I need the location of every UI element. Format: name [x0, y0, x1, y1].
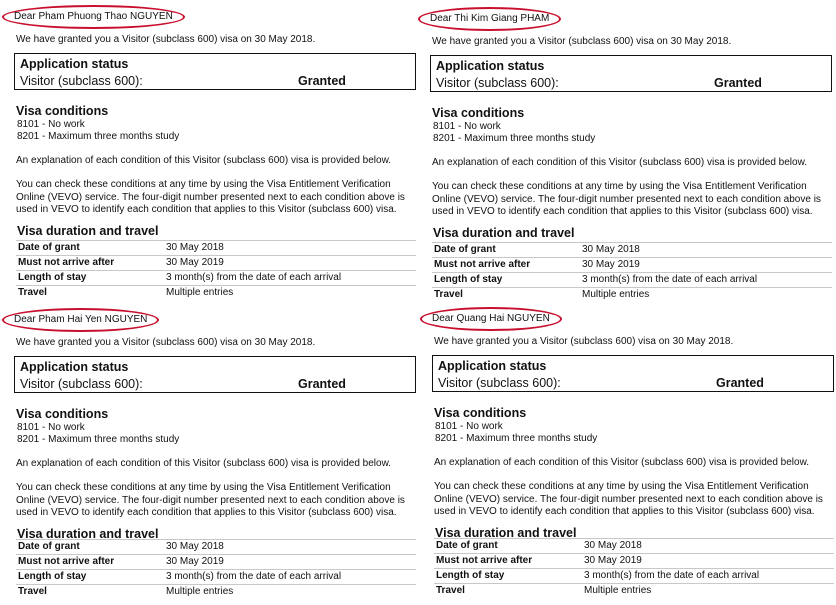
- duration-label: Must not arrive after: [434, 259, 531, 270]
- visa-letter-4: [418, 302, 828, 602]
- condition-item: 8101 - No work: [433, 121, 501, 132]
- duration-label: Date of grant: [436, 540, 498, 551]
- application-status-heading: Application status: [438, 359, 547, 373]
- condition-item: 8201 - Maximum three months study: [17, 434, 180, 445]
- duration-value: 30 May 2018: [582, 244, 640, 255]
- vevo-paragraph: You can check these conditions at any time by using the Visa Entitlement Verification Online (VEVO) service. The four-digit number presented next to each condition above is used in VEVO to identify each condition that applies to this Visitor (subclass 600) visa.: [16, 179, 405, 215]
- duration-value: 3 month(s) from the date of each arrival: [584, 570, 760, 581]
- duration-label: Date of grant: [434, 244, 496, 255]
- duration-row: [432, 242, 832, 258]
- vevo-paragraph: You can check these conditions at any time by using the Visa Entitlement Verification Online (VEVO) service. The four-digit number presented next to each condition above is used in VEVO to identify each condition that applies to this Visitor (subclass 600) visa.: [16, 482, 405, 518]
- visa-duration-heading: Visa duration and travel: [17, 527, 159, 541]
- salutation-highlighted: Dear Thi Kim Giang PHAM: [418, 7, 561, 31]
- condition-item: 8101 - No work: [435, 421, 503, 432]
- application-status-box: [14, 356, 416, 393]
- duration-value: Multiple entries: [166, 586, 234, 597]
- visa-subclass-label: Visitor (subclass 600):: [438, 376, 561, 390]
- status-value: Granted: [714, 76, 762, 90]
- duration-label: Travel: [434, 289, 463, 300]
- grant-notice: We have granted you a Visitor (subclass 600) visa on 30 May 2018.: [16, 34, 316, 45]
- duration-row: [432, 257, 832, 273]
- duration-row: [432, 272, 832, 288]
- duration-row: [16, 285, 416, 301]
- duration-label: Length of stay: [18, 571, 87, 582]
- duration-value: 30 May 2019: [584, 555, 642, 566]
- duration-label: Length of stay: [18, 272, 87, 283]
- condition-item: 8201 - Maximum three months study: [17, 131, 180, 142]
- application-status-heading: Application status: [436, 59, 545, 73]
- status-value: Granted: [716, 376, 764, 390]
- duration-label: Travel: [436, 585, 465, 596]
- duration-value: Multiple entries: [582, 289, 650, 300]
- visa-subclass-label: Visitor (subclass 600):: [20, 377, 143, 391]
- visa-conditions-heading: Visa conditions: [16, 104, 109, 118]
- duration-row: [434, 583, 834, 599]
- status-value: Granted: [298, 74, 346, 88]
- vevo-paragraph: You can check these conditions at any time by using the Visa Entitlement Verification Online (VEVO) service. The four-digit number presented next to each condition above is used in VEVO to identify each condition that applies to this Visitor (subclass 600) visa.: [434, 481, 823, 517]
- duration-value: 30 May 2018: [166, 242, 224, 253]
- salutation-highlighted: Dear Pham Hai Yen NGUYEN: [2, 308, 159, 332]
- duration-row: [434, 553, 834, 569]
- duration-value: 30 May 2019: [582, 259, 640, 270]
- visa-duration-heading: Visa duration and travel: [435, 526, 577, 540]
- duration-label: Date of grant: [18, 242, 80, 253]
- duration-row: [434, 538, 834, 554]
- condition-item: 8201 - Maximum three months study: [435, 433, 598, 444]
- duration-label: Length of stay: [434, 274, 503, 285]
- visa-subclass-label: Visitor (subclass 600):: [20, 74, 143, 88]
- duration-row: [16, 240, 416, 256]
- duration-row: [16, 270, 416, 286]
- duration-value: 30 May 2018: [584, 540, 642, 551]
- duration-value: 3 month(s) from the date of each arrival: [166, 272, 342, 283]
- duration-label: Travel: [18, 586, 47, 597]
- conditions-explanation: An explanation of each condition of this Visitor (subclass 600) visa is provided below.: [16, 458, 392, 469]
- duration-value: 30 May 2018: [166, 541, 224, 552]
- condition-item: 8101 - No work: [17, 119, 85, 130]
- condition-item: 8101 - No work: [17, 422, 85, 433]
- visa-duration-heading: Visa duration and travel: [433, 226, 575, 240]
- conditions-explanation: An explanation of each condition of this Visitor (subclass 600) visa is provided below.: [432, 157, 808, 168]
- duration-label: Must not arrive after: [18, 556, 115, 567]
- visa-conditions-heading: Visa conditions: [434, 406, 527, 420]
- duration-label: Must not arrive after: [18, 257, 115, 268]
- salutation-highlighted: Dear Quang Hai NGUYEN: [420, 307, 562, 331]
- application-status-box: [432, 355, 834, 392]
- application-status-heading: Application status: [20, 360, 129, 374]
- grant-notice: We have granted you a Visitor (subclass 600) visa on 30 May 2018.: [432, 36, 732, 47]
- salutation-highlighted: Dear Pham Phuong Thao NGUYEN: [2, 5, 185, 29]
- duration-row: [16, 554, 416, 570]
- duration-value: 30 May 2019: [166, 257, 224, 268]
- visa-letter-2: [416, 2, 826, 302]
- visa-duration-heading: Visa duration and travel: [17, 224, 159, 238]
- duration-value: 30 May 2019: [166, 556, 224, 567]
- conditions-explanation: An explanation of each condition of this Visitor (subclass 600) visa is provided below.: [434, 457, 810, 468]
- visa-conditions-heading: Visa conditions: [16, 407, 109, 421]
- duration-row: [16, 569, 416, 585]
- duration-value: 3 month(s) from the date of each arrival: [166, 571, 342, 582]
- duration-label: Must not arrive after: [436, 555, 533, 566]
- conditions-explanation: An explanation of each condition of this Visitor (subclass 600) visa is provided below.: [16, 155, 392, 166]
- application-status-heading: Application status: [20, 57, 129, 71]
- duration-label: Date of grant: [18, 541, 80, 552]
- visa-subclass-label: Visitor (subclass 600):: [436, 76, 559, 90]
- duration-row: [16, 255, 416, 271]
- duration-label: Length of stay: [436, 570, 505, 581]
- duration-label: Travel: [18, 287, 47, 298]
- visa-conditions-heading: Visa conditions: [432, 106, 525, 120]
- grant-notice: We have granted you a Visitor (subclass 600) visa on 30 May 2018.: [434, 336, 734, 347]
- grant-notice: We have granted you a Visitor (subclass 600) visa on 30 May 2018.: [16, 337, 316, 348]
- vevo-paragraph: You can check these conditions at any time by using the Visa Entitlement Verification Online (VEVO) service. The four-digit number presented next to each condition above is used in VEVO to identify each condition that applies to this Visitor (subclass 600) visa.: [432, 181, 821, 217]
- duration-row: [434, 568, 834, 584]
- application-status-box: [430, 55, 832, 92]
- duration-value: 3 month(s) from the date of each arrival: [582, 274, 758, 285]
- visa-letter-3: [0, 303, 410, 603]
- status-value: Granted: [298, 377, 346, 391]
- duration-row: [16, 539, 416, 555]
- application-status-box: [14, 53, 416, 90]
- duration-row: [16, 584, 416, 600]
- duration-row: [432, 287, 832, 303]
- visa-letter-1: [0, 0, 410, 300]
- condition-item: 8201 - Maximum three months study: [433, 133, 596, 144]
- duration-value: Multiple entries: [584, 585, 652, 596]
- duration-value: Multiple entries: [166, 287, 234, 298]
